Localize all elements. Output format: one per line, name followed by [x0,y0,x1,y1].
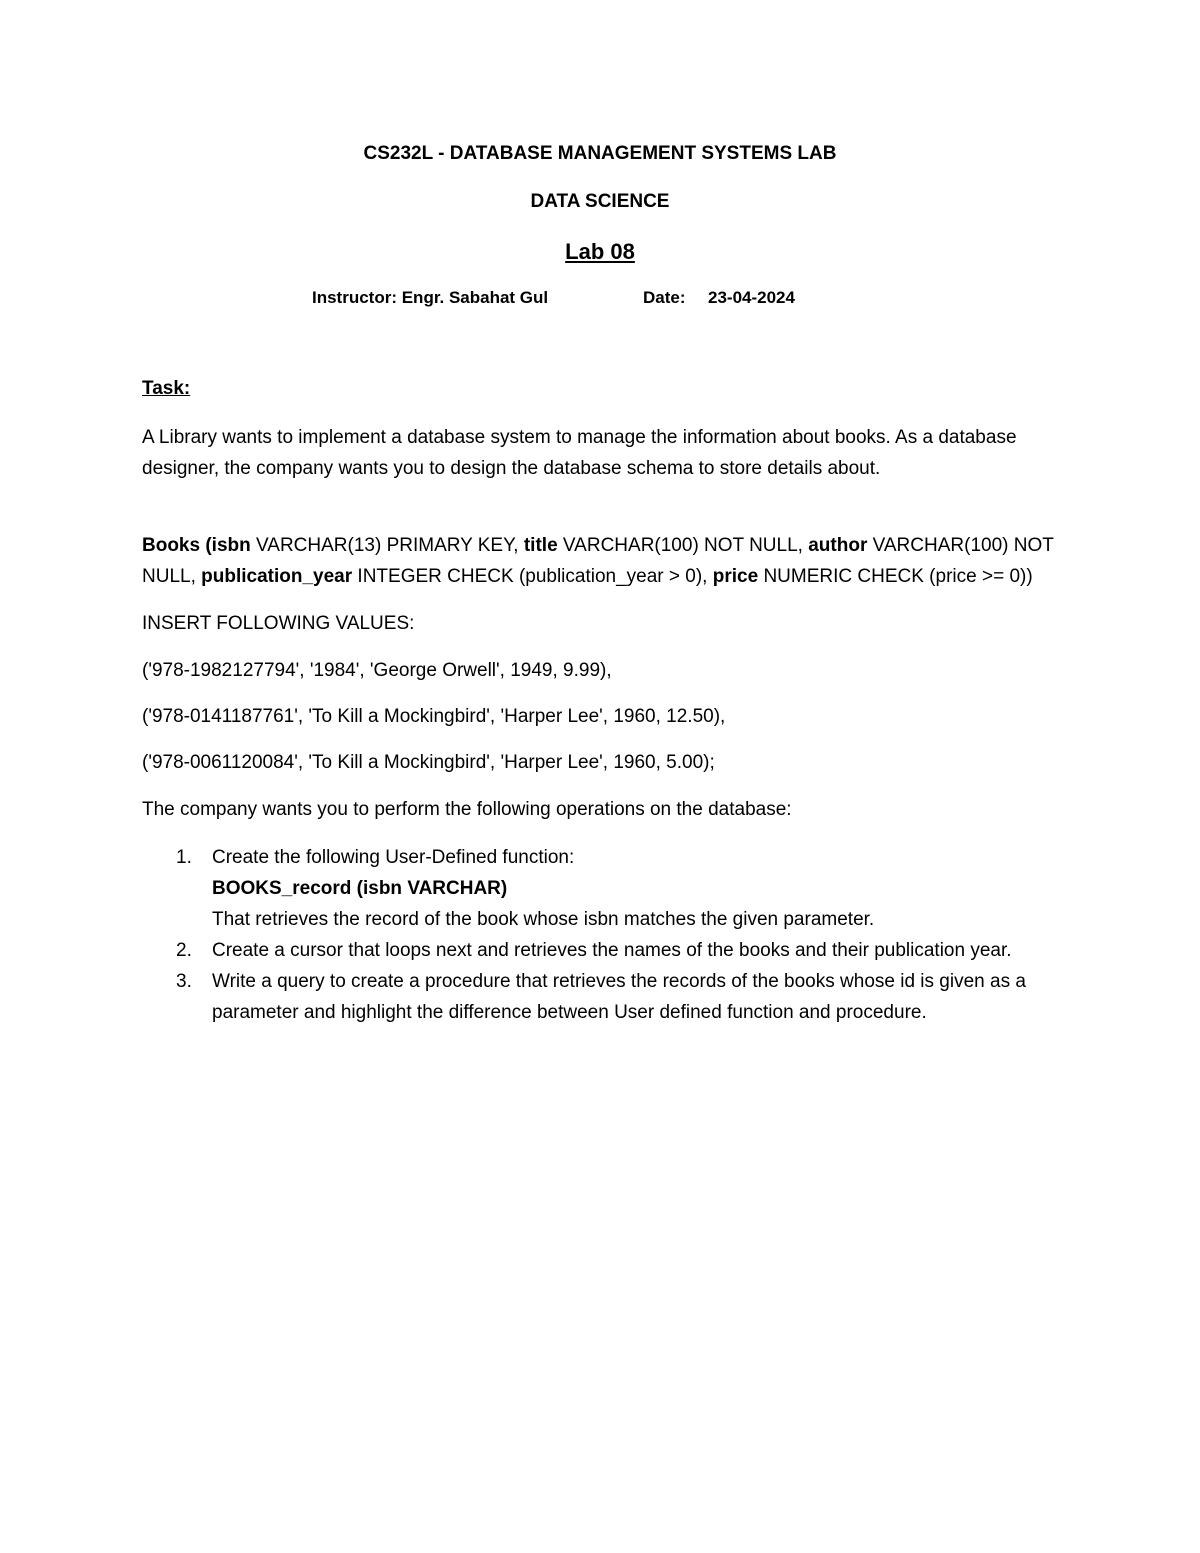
operation-text: Write a query to create a procedure that retrieves the records of the books whose id is given as a parameter and highlight the difference between User defined function and procedure. [212,971,1026,1023]
schema-isbn-type: VARCHAR(13) PRIMARY KEY, [250,535,524,556]
operation-number: 2. [176,940,192,961]
lab-number: Lab 08 [565,239,635,264]
operation-number: 1. [176,847,192,868]
schema-pubyear-col: publication_year [201,566,353,587]
schema-author-type: VARCHAR(100) NOT NULL, [142,535,1054,587]
schema-title-col: title [523,535,558,556]
date-value: 23-04-2024 [708,288,795,307]
operation-line: Create the following User-Defined function: [212,847,575,868]
task-intro: A Library wants to implement a database system to manage the information about books. As a database designer, the company wants you to design the database schema to store details about. [142,427,1017,479]
task-heading: Task: [142,378,191,399]
program-name: DATA SCIENCE [530,191,670,212]
operations-intro: The company wants you to perform the following operations on the database: [142,799,792,820]
schema-table: Books (isbn [142,535,251,556]
schema-author-col: author [808,535,868,556]
operations-list [142,842,1112,1028]
function-signature: BOOKS_record (isbn VARCHAR) [212,878,508,899]
operation-text: Create a cursor that loops next and retrieves the names of the books and their publication year. [212,940,1012,961]
operation-item [176,935,1112,966]
course-title: CS232L - DATABASE MANAGEMENT SYSTEMS LAB [363,143,837,164]
schema-title-type: VARCHAR(100) NOT NULL, [557,535,809,556]
insert-heading: INSERT FOLLOWING VALUES: [142,613,415,634]
meta-line [312,288,795,308]
operation-item [176,966,1112,1028]
schema-definition [142,530,1062,592]
date-label: Date: [643,288,686,307]
schema-pubyear-type: INTEGER CHECK (publication_year > 0), [352,566,713,587]
operation-item [176,842,1112,935]
operation-number: 3. [176,971,192,992]
operation-line: That retrieves the record of the book whose isbn matches the given parameter. [212,909,875,930]
insert-row: ('978-0061120084', 'To Kill a Mockingbird', 'Harper Lee', 1960, 5.00); [142,752,715,773]
insert-row: ('978-0141187761', 'To Kill a Mockingbird', 'Harper Lee', 1960, 12.50), [142,706,726,727]
insert-row: ('978-1982127794', '1984', 'George Orwell', 1949, 9.99), [142,660,612,681]
instructor: Instructor: Engr. Sabahat Gul [312,288,549,307]
schema-price-type: NUMERIC CHECK (price >= 0)) [758,566,1033,587]
schema-price-col: price [712,566,759,587]
